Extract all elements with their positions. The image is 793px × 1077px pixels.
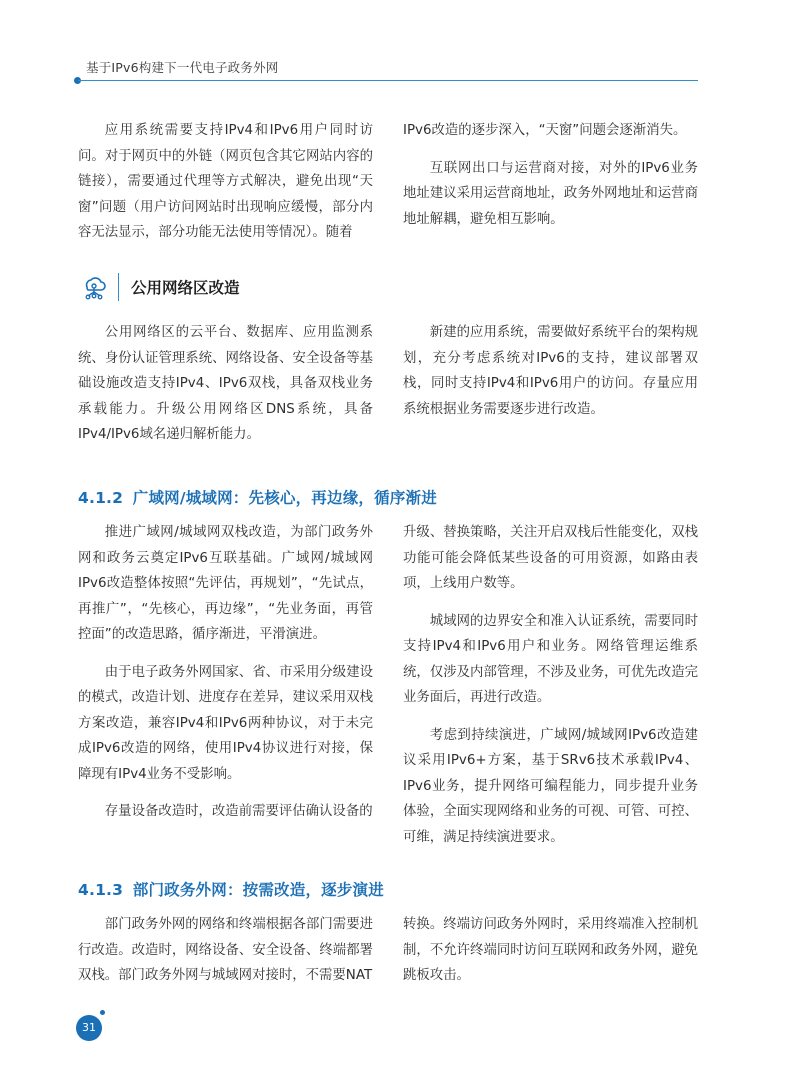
subsection-title: 广域网/城域网：先核心，再边缘，循序渐进 bbox=[132, 489, 437, 507]
sec412-right-column bbox=[403, 520, 698, 850]
sec413-left-column bbox=[78, 912, 373, 989]
paragraph: 由于电子政务外网国家、省、市采用分级建设的模式，改造计划、进度存在差异，建议采用双栈方案改造，兼容IPv4和IPv6两种协议，对于未完成IPv6改造的网络，使用IPv4协议进行对接，保障现有IPv4业务不受影响。 bbox=[78, 664, 373, 782]
public-right-column bbox=[403, 320, 698, 422]
paragraph: 推进广域网/城域网双栈改造，为部门政务外网和政务云奠定IPv6互联基础。广域网/城域网IPv6改造整体按照“先评估，再规划”，“先试点，再推广”，“先核心，再边缘”，“先业务面，再管控面”的改造思路，循序渐进，平滑演进。 bbox=[78, 525, 373, 642]
paragraph: 部门政务外网的网络和终端根据各部门需要进行改造。改造时，网络设备、安全设备、终端都署双栈。部门政务外网与城域网对接时，不需要NAT bbox=[78, 917, 373, 983]
section-heading-public-network bbox=[80, 270, 240, 304]
paragraph: 应用系统需要支持IPv4和IPv6用户同时访问。对于网页中的外链（网页包含其它网站内容的链接），需要通过代理等方式解决，避免出现“天窗”问题（用户访问网站时出现响应缓慢，部分内容无法显示，部分功能无法使用等情况）。随着 bbox=[78, 123, 373, 240]
subsection-heading-4-1-3 bbox=[78, 878, 384, 900]
sec413-right-column bbox=[403, 912, 698, 989]
paragraph: 存量设备改造时，改造前需要评估确认设备的 bbox=[104, 804, 373, 819]
paragraph: 互联网出口与运营商对接，对外的IPv6业务地址建议采用运营商地址，政务外网地址和运营商地址解耦，避免相互影响。 bbox=[403, 160, 698, 227]
top-right-column bbox=[403, 118, 698, 232]
subsection-number: 4.1.3 bbox=[78, 881, 124, 899]
paragraph: 公用网络区的云平台、数据库、应用监测系统、身份认证管理系统、网络设备、安全设备等基础设施改造支持IPv4、IPv6双栈，具备双栈业务承载能力。升级公用网络区DNS系统，具备IPv4/IPv6域名递归解析能力。 bbox=[78, 325, 373, 442]
paragraph: 升级、替换策略，关注开启双栈后性能变化，双栈功能可能会降低某些设备的可用资源，如路由表项，上线用户数等。 bbox=[403, 525, 698, 591]
paragraph: 新建的应用系统，需要做好系统平台的架构规划，充分考虑系统对IPv6的支持，建议部署双栈，同时支持IPv4和IPv6用户的访问。存量应用系统根据业务需要逐步进行改造。 bbox=[403, 325, 698, 417]
sec412-left-column bbox=[78, 520, 373, 825]
public-left-column bbox=[78, 320, 373, 448]
paragraph: 考虑到持续演进，广域网/城域网IPv6改造建议采用IPv6+方案，基于SRv6技术承载IPv4、IPv6业务，提升网络可编程能力，同步提升业务体验，全面实现网络和业务的可视、可管、可控、可维，满足持续演进要求。 bbox=[403, 727, 698, 845]
paragraph: IPv6改造的逐步深入，“天窗”问题会逐渐消失。 bbox=[403, 123, 687, 138]
subsection-number: 4.1.2 bbox=[78, 489, 124, 507]
subsection-heading-4-1-2 bbox=[78, 486, 437, 508]
paragraph: 城域网的边界安全和准入认证系统，需要同时支持IPv4和IPv6用户和业务。网络管理运维系统，仅涉及内部管理，不涉及业务，可优先改造完业务面后，再进行改造。 bbox=[403, 613, 698, 705]
cloud-network-icon bbox=[80, 273, 108, 301]
page-number-dot bbox=[100, 1010, 105, 1015]
paragraph: 转换。终端访问政务外网时，采用终端准入控制机制，不允许终端同时访问互联网和政务外网，避免跳板攻击。 bbox=[403, 917, 698, 983]
section-divider bbox=[118, 273, 119, 301]
header-line bbox=[78, 80, 698, 81]
page-number: 31 bbox=[76, 1015, 102, 1041]
section-title: 公用网络区改造 bbox=[131, 279, 240, 297]
top-left-column bbox=[78, 118, 373, 246]
subsection-title: 部门政务外网：按需改造，逐步演进 bbox=[132, 881, 384, 899]
header-title: 基于IPv6构建下一代电子政务外网 bbox=[86, 60, 279, 75]
